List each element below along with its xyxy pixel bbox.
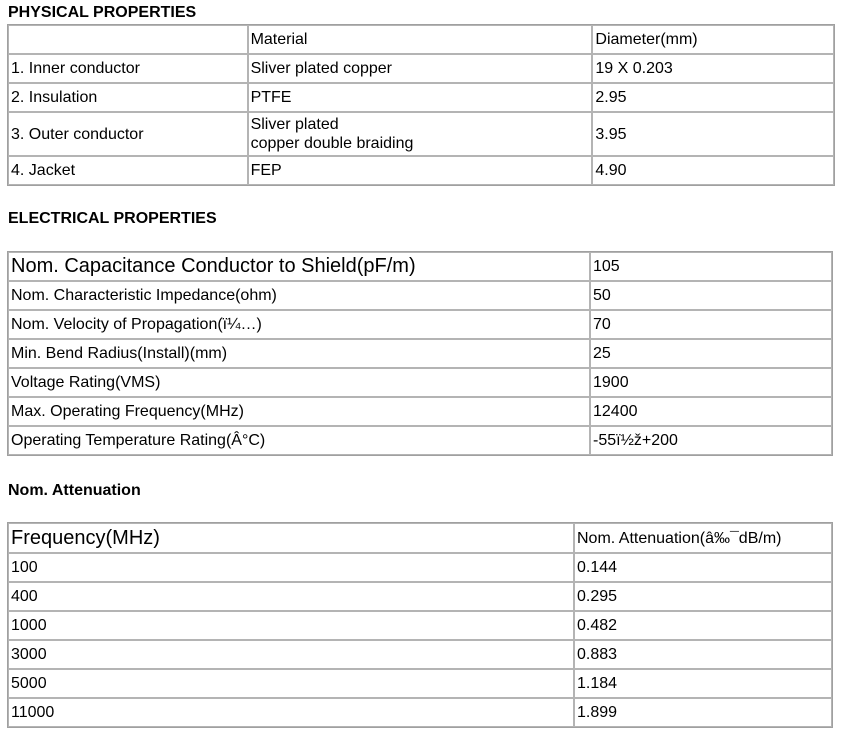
table-row [8, 582, 832, 611]
property-cell: Operating Temperature Rating(Â°C) [8, 426, 590, 455]
diameter-cell: 2.95 [592, 83, 834, 112]
table-row [8, 397, 832, 426]
table-row [8, 669, 832, 698]
frequency-cell: 400 [8, 582, 574, 611]
attenuation-cell: 1.899 [574, 698, 832, 727]
attenuation-cell: 1.184 [574, 669, 832, 698]
table-header-row [8, 523, 832, 553]
physical-properties-table [7, 24, 835, 186]
value-cell: -55ï½ž+200 [590, 426, 832, 455]
header-cell: Material [248, 25, 593, 54]
table-row [8, 553, 832, 582]
component-cell: 4. Jacket [8, 156, 248, 185]
value-cell: 1900 [590, 368, 832, 397]
value-cell: 105 [590, 252, 832, 281]
diameter-cell: 3.95 [592, 112, 834, 156]
material-line: copper double braiding [250, 135, 414, 152]
table-row [8, 252, 832, 281]
table-row [8, 426, 832, 455]
attenuation-table [7, 522, 833, 728]
table-row [8, 640, 832, 669]
property-cell: Voltage Rating(VMS) [8, 368, 590, 397]
component-cell: 2. Insulation [8, 83, 248, 112]
value-cell: 50 [590, 281, 832, 310]
attenuation-cell: 0.883 [574, 640, 832, 669]
material-cell: PTFE [248, 83, 593, 112]
material-line: Sliver plated [250, 116, 339, 133]
property-cell: Nom. Velocity of Propagation(ï¼…) [8, 310, 590, 339]
property-cell: Nom. Characteristic Impedance(ohm) [8, 281, 590, 310]
table-row [8, 611, 832, 640]
table-row [8, 698, 832, 727]
frequency-cell: 11000 [8, 698, 574, 727]
property-cell: Min. Bend Radius(Install)(mm) [8, 339, 590, 368]
table-header-row [8, 25, 834, 54]
material-cell: FEP [248, 156, 593, 185]
component-cell: 1. Inner conductor [8, 54, 248, 83]
value-cell: 12400 [590, 397, 832, 426]
header-cell: Diameter(mm) [592, 25, 834, 54]
property-cell: Nom. Capacitance Conductor to Shield(pF/m) [8, 252, 590, 281]
attenuation-cell: 0.482 [574, 611, 832, 640]
material-cell [248, 112, 593, 156]
header-cell: Frequency(MHz) [8, 523, 574, 553]
material-cell: Sliver plated copper [248, 54, 593, 83]
header-cell [8, 25, 248, 54]
frequency-cell: 1000 [8, 611, 574, 640]
frequency-cell: 5000 [8, 669, 574, 698]
value-cell: 25 [590, 339, 832, 368]
electrical-properties-table [7, 251, 833, 456]
property-cell: Max. Operating Frequency(MHz) [8, 397, 590, 426]
header-cell: Nom. Attenuation(â‰¯dB/m) [574, 523, 832, 553]
table-row [8, 339, 832, 368]
attenuation-cell: 0.144 [574, 553, 832, 582]
component-cell: 3. Outer conductor [8, 112, 248, 156]
physical-properties-heading: PHYSICAL PROPERTIES [8, 4, 197, 21]
table-row [8, 112, 834, 156]
frequency-cell: 100 [8, 553, 574, 582]
table-row [8, 310, 832, 339]
table-row [8, 54, 834, 83]
table-row [8, 83, 834, 112]
table-row [8, 156, 834, 185]
attenuation-heading: Nom. Attenuation [8, 482, 141, 499]
table-row [8, 281, 832, 310]
diameter-cell: 19 X 0.203 [592, 54, 834, 83]
value-cell: 70 [590, 310, 832, 339]
frequency-cell: 3000 [8, 640, 574, 669]
table-row [8, 368, 832, 397]
diameter-cell: 4.90 [592, 156, 834, 185]
attenuation-cell: 0.295 [574, 582, 832, 611]
electrical-properties-heading: ELECTRICAL PROPERTIES [8, 210, 217, 227]
